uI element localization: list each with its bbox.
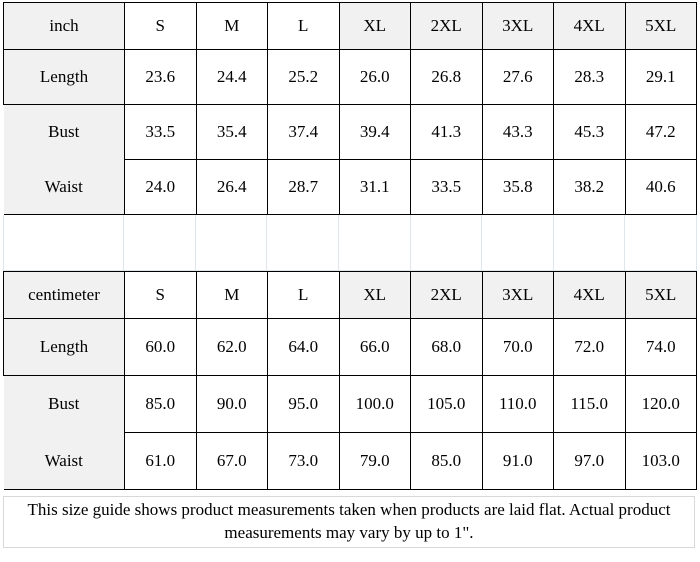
value-cell: 62.0: [196, 319, 268, 376]
value-cell: 73.0: [268, 433, 340, 490]
value-cell: 45.3: [554, 105, 626, 160]
size-guide-note-text: This size guide shows product measurements taken when products are laid flat. Actual product measurements may vary by up to 1".: [27, 500, 671, 542]
value-cell: 43.3: [482, 105, 554, 160]
value-cell: 115.0: [554, 376, 626, 433]
spacer-cell: [267, 215, 339, 270]
inch-header-row: [4, 3, 697, 50]
size-header-cell: 5XL: [625, 3, 697, 50]
table-row-bust: [4, 105, 697, 160]
size-header-cell: XL: [339, 272, 411, 319]
value-cell: 31.1: [339, 160, 411, 215]
value-cell: 33.5: [411, 160, 483, 215]
value-cell: 26.8: [411, 50, 483, 105]
spacer-cell: [339, 215, 411, 270]
row-label-cell: Bust: [4, 376, 125, 433]
table-row-length: [4, 50, 697, 105]
size-header-cell: 4XL: [554, 3, 626, 50]
value-cell: 85.0: [411, 433, 483, 490]
size-header-cell: M: [196, 3, 268, 50]
value-cell: 100.0: [339, 376, 411, 433]
value-cell: 67.0: [196, 433, 268, 490]
size-header-cell: L: [268, 272, 340, 319]
size-header-cell: 3XL: [482, 272, 554, 319]
spacer-cell: [411, 215, 483, 270]
table-row-length: [4, 319, 697, 376]
value-cell: 40.6: [625, 160, 697, 215]
value-cell: 66.0: [339, 319, 411, 376]
size-header-cell: 2XL: [411, 272, 483, 319]
row-label-cell: Bust: [4, 105, 125, 160]
spacer-cell: [554, 215, 626, 270]
value-cell: 103.0: [625, 433, 697, 490]
value-cell: 38.2: [554, 160, 626, 215]
centimeter-size-table: [3, 271, 697, 490]
value-cell: 70.0: [482, 319, 554, 376]
value-cell: 95.0: [268, 376, 340, 433]
size-header-cell: 2XL: [411, 3, 483, 50]
size-header-cell: 5XL: [625, 272, 697, 319]
table-row-waist: [4, 160, 697, 215]
size-header-cell: M: [196, 272, 268, 319]
value-cell: 74.0: [625, 319, 697, 376]
value-cell: 68.0: [411, 319, 483, 376]
size-header-cell: L: [268, 3, 340, 50]
unit-label-cell: inch: [4, 3, 125, 50]
value-cell: 61.0: [125, 433, 197, 490]
spacer-cell: [196, 215, 268, 270]
value-cell: 97.0: [554, 433, 626, 490]
row-label-cell: Length: [4, 319, 125, 376]
spacer-cell: [124, 215, 196, 270]
unit-label-cell: centimeter: [4, 272, 125, 319]
value-cell: 26.0: [339, 50, 411, 105]
value-cell: 29.1: [625, 50, 697, 105]
value-cell: 26.4: [196, 160, 268, 215]
value-cell: 23.6: [125, 50, 197, 105]
value-cell: 33.5: [125, 105, 197, 160]
value-cell: 28.7: [268, 160, 340, 215]
value-cell: 64.0: [268, 319, 340, 376]
spacer-cell: [482, 215, 554, 270]
table-row-waist: [4, 433, 697, 490]
value-cell: 47.2: [625, 105, 697, 160]
value-cell: 110.0: [482, 376, 554, 433]
row-label-cell: Length: [4, 50, 125, 105]
value-cell: 85.0: [125, 376, 197, 433]
value-cell: 105.0: [411, 376, 483, 433]
spacer-row: [3, 215, 697, 271]
value-cell: 90.0: [196, 376, 268, 433]
value-cell: 35.8: [482, 160, 554, 215]
value-cell: 91.0: [482, 433, 554, 490]
value-cell: 120.0: [625, 376, 697, 433]
size-header-cell: S: [125, 272, 197, 319]
row-label-cell: Waist: [4, 433, 125, 490]
value-cell: 37.4: [268, 105, 340, 160]
size-header-cell: 4XL: [554, 272, 626, 319]
value-cell: 24.0: [125, 160, 197, 215]
value-cell: 39.4: [339, 105, 411, 160]
size-header-cell: S: [125, 3, 197, 50]
value-cell: 28.3: [554, 50, 626, 105]
size-header-cell: 3XL: [482, 3, 554, 50]
value-cell: 60.0: [125, 319, 197, 376]
spacer-cell: [625, 215, 697, 270]
value-cell: 24.4: [196, 50, 268, 105]
value-cell: 72.0: [554, 319, 626, 376]
value-cell: 41.3: [411, 105, 483, 160]
row-label-cell: Waist: [4, 160, 125, 215]
value-cell: 35.4: [196, 105, 268, 160]
table-row-bust: [4, 376, 697, 433]
value-cell: 79.0: [339, 433, 411, 490]
value-cell: 27.6: [482, 50, 554, 105]
value-cell: 25.2: [268, 50, 340, 105]
inch-size-table: [3, 2, 697, 215]
centimeter-header-row: [4, 272, 697, 319]
size-header-cell: XL: [339, 3, 411, 50]
spacer-cell: [3, 215, 124, 270]
size-guide-note: [3, 496, 695, 548]
